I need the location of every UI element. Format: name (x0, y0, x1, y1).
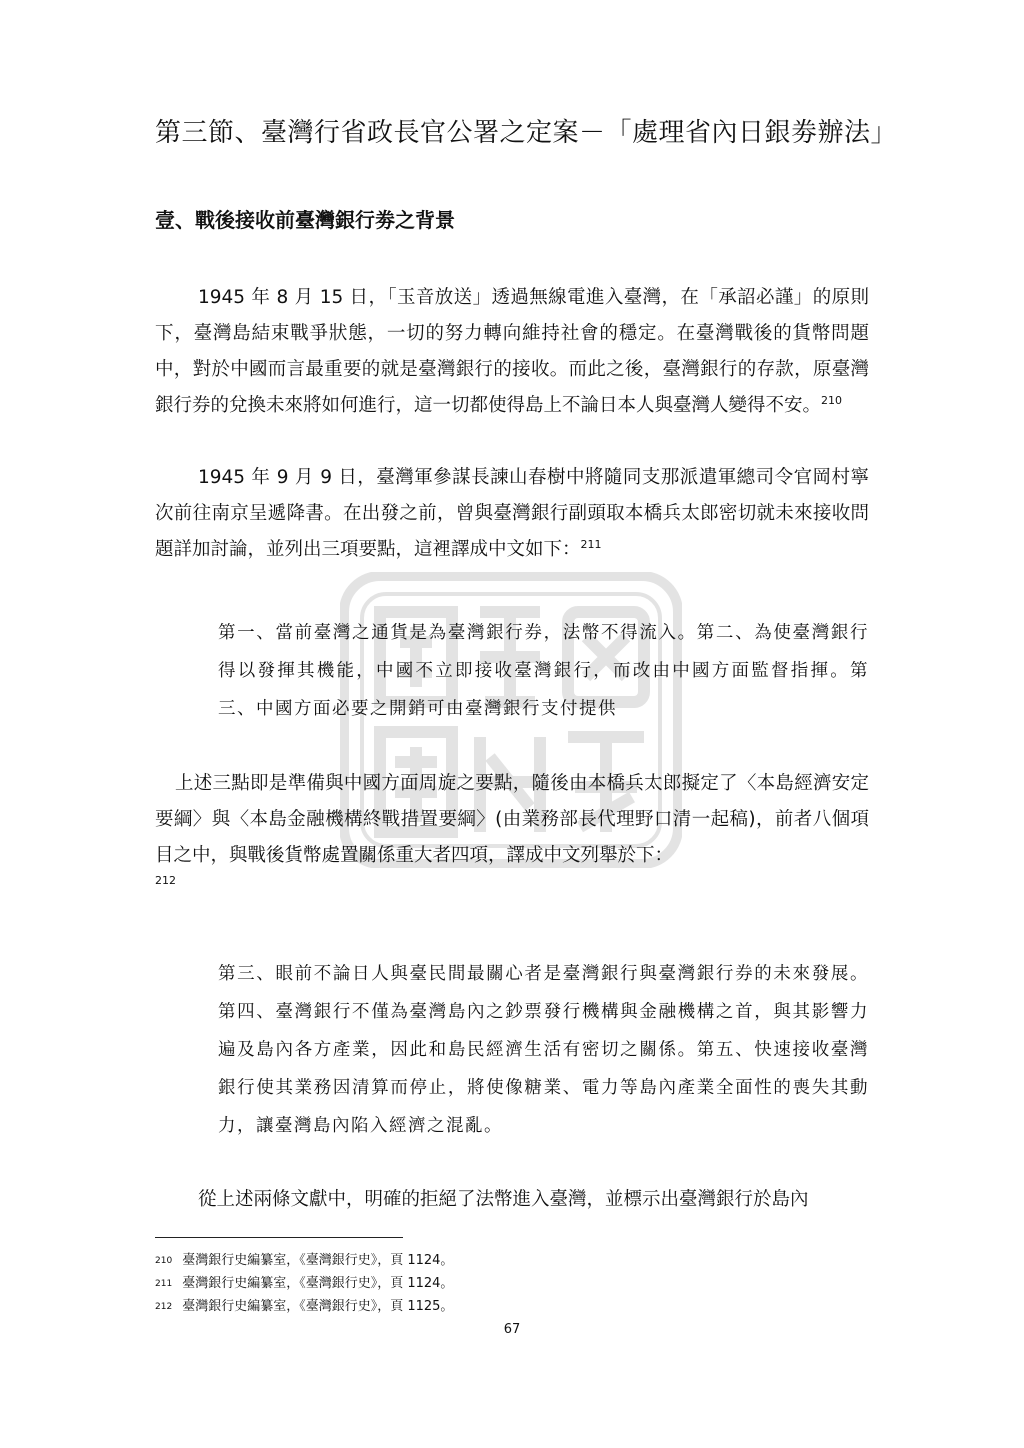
footnote-number: 210 (155, 1256, 173, 1266)
section-title: 第三節、臺灣行省政長官公署之定案－「處理省內日銀劵辦法」 (155, 118, 898, 148)
paragraph-3 (155, 766, 869, 888)
footnote-210 (155, 1252, 453, 1270)
block-quote-2: 第三、眼前不論日人與臺民間最關心者是臺灣銀行與臺灣銀行券的未來發展。第四、臺灣銀行不僅為臺灣島內之鈔票發行機構與金融機構之首，與其影響力遍及島內各方產業，因此和島民經濟生活有密切之關係。第五、快速接收臺灣銀行使其業務因清算而停止，將使像糖業、電力等島內產業全面性的喪失其動力，讓臺灣島內陷入經濟之混亂。 (218, 964, 869, 1136)
footnote-number: 212 (155, 1302, 173, 1312)
footnote-ref-212: 212 (155, 874, 176, 887)
paragraph-1-text: 1945 年 8 月 15 日，「玉音放送」透過無線電進入臺灣，在「承詔必謹」的原則下，臺灣島結束戰爭狀態，一切的努力轉向維持社會的穩定。在臺灣戰後的貨幣問題中，對於中國而言最重要的就是臺灣銀行的接收。而此之後，臺灣銀行的存款，原臺灣銀行券的兌換未來將如何進行，這一切都使得島上不論日本人與臺灣人變得不安。 (155, 287, 869, 416)
paragraph-2 (155, 460, 869, 568)
page-number: 67 (503, 1322, 521, 1337)
block-quote-1: 第一、當前臺灣之通貨是為臺灣銀行券，法幣不得流入。第二、為使臺灣銀行得以發揮其機能，中國不立即接收臺灣銀行，而改由中國方面監督指揮。第三、中國方面必要之開銷可由臺灣銀行支付提供 (218, 623, 869, 719)
paragraph-1 (155, 280, 869, 424)
footnote-ref-211: 211 (580, 537, 602, 551)
footnote-212 (155, 1298, 453, 1316)
footnote-number: 211 (155, 1279, 173, 1289)
footnote-text: 臺灣銀行史編纂室，《臺灣銀行史》，頁 1124。 (182, 1276, 454, 1291)
subsection-title: 壹、戰後接收前臺灣銀行劵之背景 (155, 208, 455, 232)
paragraph-2-text: 1945 年 9 月 9 日，臺灣軍參謀長諫山春樹中將隨同支那派遣軍總司令官岡村寧次前往南京呈遞降書。在出發之前，曾與臺灣銀行副頭取本橋兵太郎密切就未來接收問題詳加討論，並列出三項要點，這裡譯成中文如下： (155, 467, 869, 560)
footnote-text: 臺灣銀行史編纂室，《臺灣銀行史》，頁 1124。 (182, 1253, 454, 1268)
footnote-ref-210: 210 (821, 393, 843, 407)
paragraph-3-text: 上述三點即是準備與中國方面周旋之要點，隨後由本橋兵太郎擬定了〈本島經濟安定要綱〉與〈本島金融機構終戰措置要綱〉(由業務部長代理野口清一起稿)，前者八個項目之中，與戰後貨幣處置關係重大者四項，譯成中文列舉於下： (155, 773, 869, 866)
footnote-separator (155, 1237, 403, 1238)
footnote-211 (155, 1275, 453, 1293)
footnote-text: 臺灣銀行史編纂室，《臺灣銀行史》，頁 1125。 (182, 1299, 454, 1314)
paragraph-4: 從上述兩條文獻中，明確的拒絕了法幣進入臺灣，並標示出臺灣銀行於島內 (198, 1189, 809, 1210)
